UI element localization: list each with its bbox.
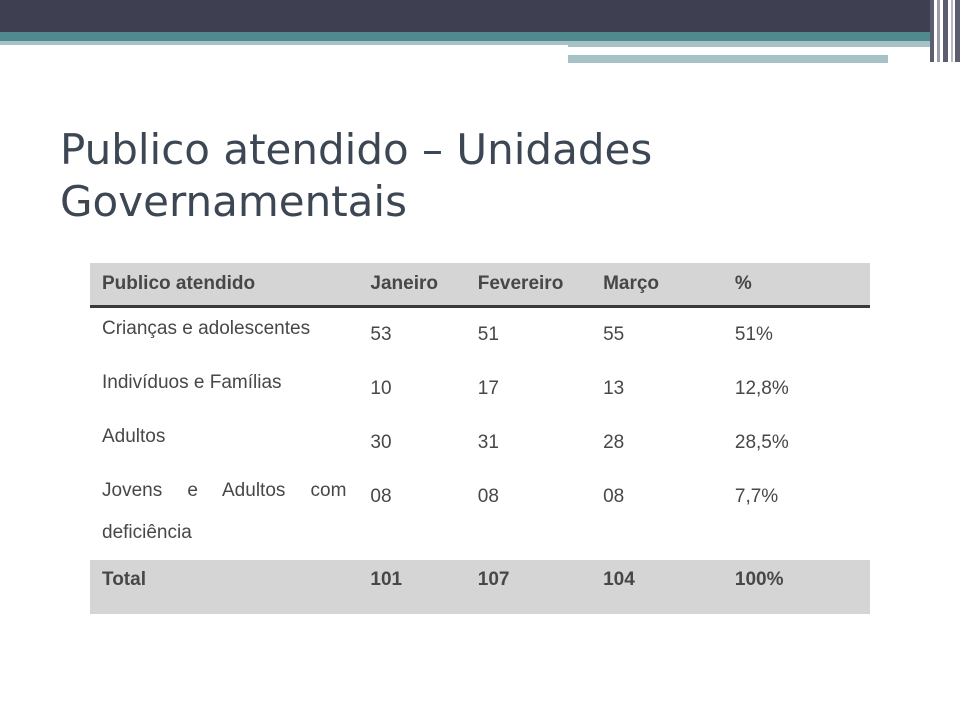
row-label: Adultos: [90, 416, 358, 470]
table-row: [90, 307, 870, 363]
cell-percent: 51%: [723, 307, 870, 363]
column-header-marco: Março: [591, 263, 723, 307]
cell-janeiro: 30: [358, 416, 465, 470]
cell-percent: 28,5%: [723, 416, 870, 470]
cell-fevereiro: 51: [466, 307, 591, 363]
total-janeiro: 101: [358, 560, 465, 614]
cell-janeiro: 53: [358, 307, 465, 363]
column-header-janeiro: Janeiro: [358, 263, 465, 307]
public-served-table: [90, 263, 870, 614]
cell-janeiro: 10: [358, 362, 465, 416]
corner-stripe-decoration: [930, 0, 934, 62]
cell-percent: 12,8%: [723, 362, 870, 416]
header-bar-decoration: [0, 0, 930, 32]
corner-stripe-decoration: [955, 0, 960, 62]
table-total-row: [90, 560, 870, 614]
column-header-percent: %: [723, 263, 870, 307]
total-fevereiro: 107: [466, 560, 591, 614]
cell-fevereiro: 31: [466, 416, 591, 470]
slide-title: Publico atendido – Unidades Governamentais: [60, 125, 653, 226]
row-label: Crianças e adolescentes: [90, 307, 358, 363]
accent-line-decoration: [0, 32, 930, 41]
column-header-fevereiro: Fevereiro: [466, 263, 591, 307]
accent-line-decoration: [0, 41, 568, 45]
total-percent: 100%: [723, 560, 870, 614]
table-row: [90, 470, 870, 560]
accent-line-decoration: [568, 55, 888, 63]
cell-marco: 13: [591, 362, 723, 416]
corner-stripe-decoration: [943, 0, 948, 62]
accent-line-decoration: [776, 50, 886, 52]
cell-fevereiro: 08: [466, 470, 591, 560]
table-row: [90, 362, 870, 416]
table-container: [90, 263, 870, 614]
cell-marco: 08: [591, 470, 723, 560]
cell-janeiro: 08: [358, 470, 465, 560]
row-label: Indivíduos e Famílias: [90, 362, 358, 416]
cell-marco: 28: [591, 416, 723, 470]
cell-fevereiro: 17: [466, 362, 591, 416]
column-header-publico: Publico atendido: [90, 263, 358, 307]
cell-percent: 7,7%: [723, 470, 870, 560]
cell-marco: 55: [591, 307, 723, 363]
table-header-row: [90, 263, 870, 307]
total-marco: 104: [591, 560, 723, 614]
accent-line-decoration: [568, 41, 930, 47]
corner-stripe-decoration: [937, 0, 940, 62]
total-label: Total: [90, 560, 358, 614]
table-row: [90, 416, 870, 470]
row-label: Jovens e Adultos com deficiência: [90, 470, 358, 560]
corner-stripe-decoration: [951, 0, 953, 62]
